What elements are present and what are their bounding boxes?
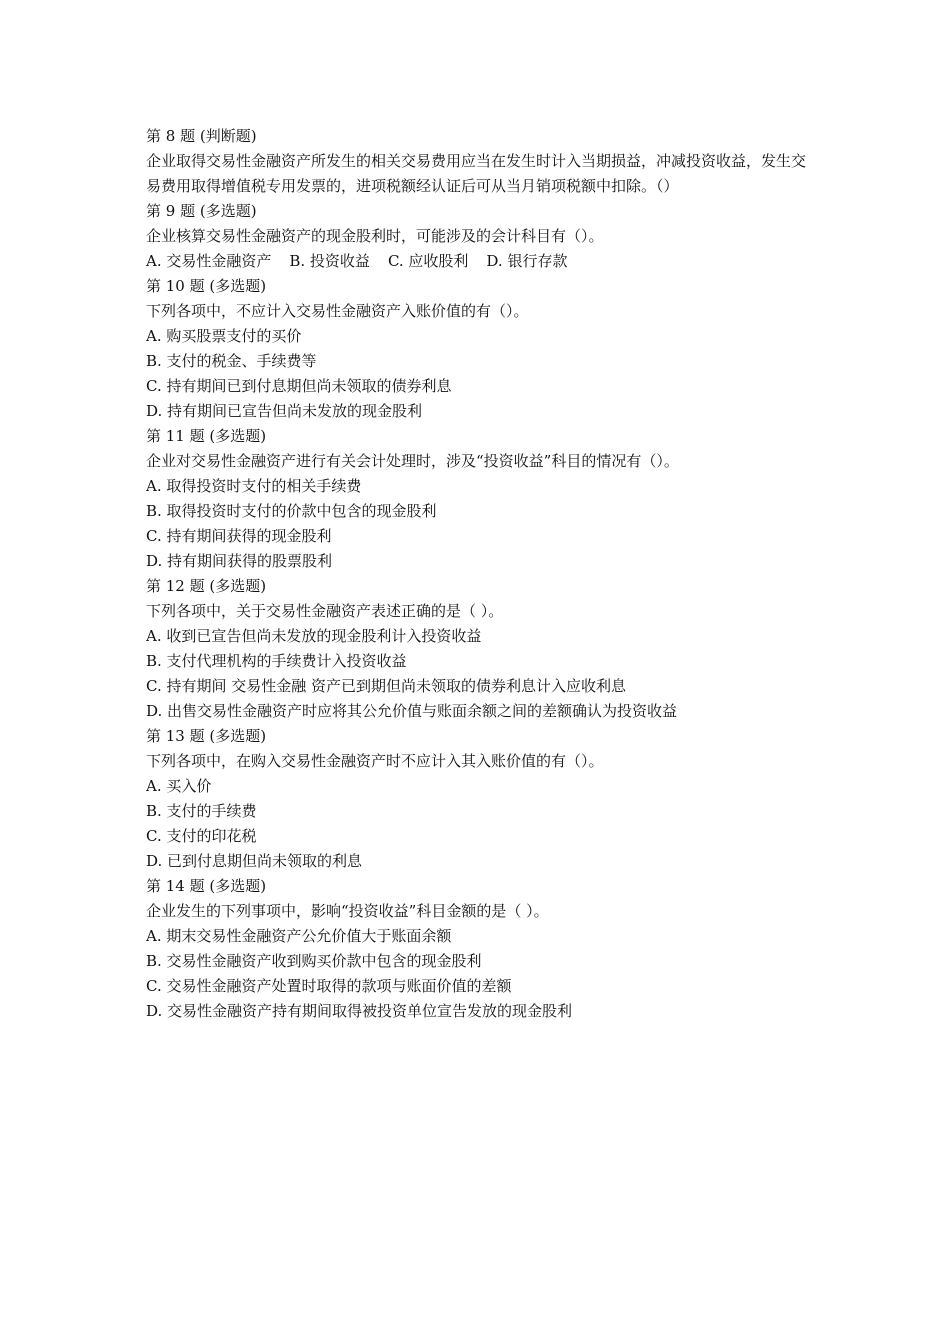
option-c: C. 持有期间 交易性金融 资产已到期但尚未领取的债券利息计入应收利息 [146, 677, 627, 695]
option-d: D. 已到付息期但尚未领取的利息 [146, 852, 363, 870]
option-b: B. 取得投资时支付的价款中包含的现金股利 [146, 502, 437, 520]
question-14-header: 第 14 题 (多选题) [146, 877, 267, 895]
option-c: C. 持有期间已到付息期但尚未领取的债券利息 [146, 377, 452, 395]
question-10-header: 第 10 题 (多选题) [146, 277, 267, 295]
option-d: D. 持有期间已宣告但尚未发放的现金股利 [146, 402, 423, 420]
question-8-header: 第 8 题 (判断题) [146, 127, 257, 145]
option-b: B. 投资收益 [289, 252, 370, 270]
option-a: A. 期末交易性金融资产公允价值大于账面余额 [146, 927, 452, 945]
option-a: A. 收到已宣告但尚未发放的现金股利计入投资收益 [146, 627, 482, 645]
question-8-stem: 企业取得交易性金融资产所发生的相关交易费用应当在发生时计入当期损益，冲减投资收益，发生交易费用取得增值税专用发票的，进项税额经认证后可从当月销项税额中扣除。（） [146, 152, 807, 195]
question-12-stem: 下列各项中，关于交易性金融资产表述正确的是（ ）。 [146, 602, 504, 620]
option-d: D. 出售交易性金融资产时应将其公允价值与账面余额之间的差额确认为投资收益 [146, 702, 678, 720]
document-page [146, 124, 818, 1024]
option-b: B. 支付的手续费 [146, 802, 257, 820]
question-9-stem: 企业核算交易性金融资产的现金股利时，可能涉及的会计科目有（）。 [146, 227, 604, 245]
option-c: C. 交易性金融资产处置时取得的款项与账面价值的差额 [146, 977, 512, 995]
option-c: C. 应收股利 [387, 252, 469, 270]
option-b: B. 支付代理机构的手续费计入投资收益 [146, 652, 407, 670]
option-a: A. 买入价 [146, 777, 212, 795]
question-13-stem: 下列各项中，在购入交易性金融资产时不应计入其入账价值的有（）。 [146, 752, 604, 770]
option-c: C. 持有期间获得的现金股利 [146, 527, 332, 545]
option-c: C. 支付的印花税 [146, 827, 257, 845]
option-b: B. 支付的税金、手续费等 [146, 352, 317, 370]
question-13-header: 第 13 题 (多选题) [146, 727, 267, 745]
option-d: D. 持有期间获得的股票股利 [146, 552, 333, 570]
question-12-header: 第 12 题 (多选题) [146, 577, 267, 595]
option-a: A. 购买股票支付的买价 [146, 327, 302, 345]
question-11-stem: 企业对交易性金融资产进行有关会计处理时，涉及“投资收益”科目的情况有（）。 [146, 452, 679, 470]
option-a: A. 交易性金融资产 [146, 252, 272, 270]
option-a: A. 取得投资时支付的相关手续费 [146, 477, 362, 495]
option-d: D. 交易性金融资产持有期间取得被投资单位宣告发放的现金股利 [146, 1002, 573, 1020]
question-14-stem: 企业发生的下列事项中，影响“投资收益”科目金额的是（ ）。 [146, 902, 549, 920]
question-10-stem: 下列各项中，不应计入交易性金融资产入账价值的有（）。 [146, 302, 529, 320]
question-9-header: 第 9 题 (多选题) [146, 202, 257, 220]
option-d: D. 银行存款 [486, 252, 568, 270]
question-11-header: 第 11 题 (多选题) [146, 427, 267, 445]
question-9-options [146, 249, 818, 274]
option-b: B. 交易性金融资产收到购买价款中包含的现金股利 [146, 952, 482, 970]
